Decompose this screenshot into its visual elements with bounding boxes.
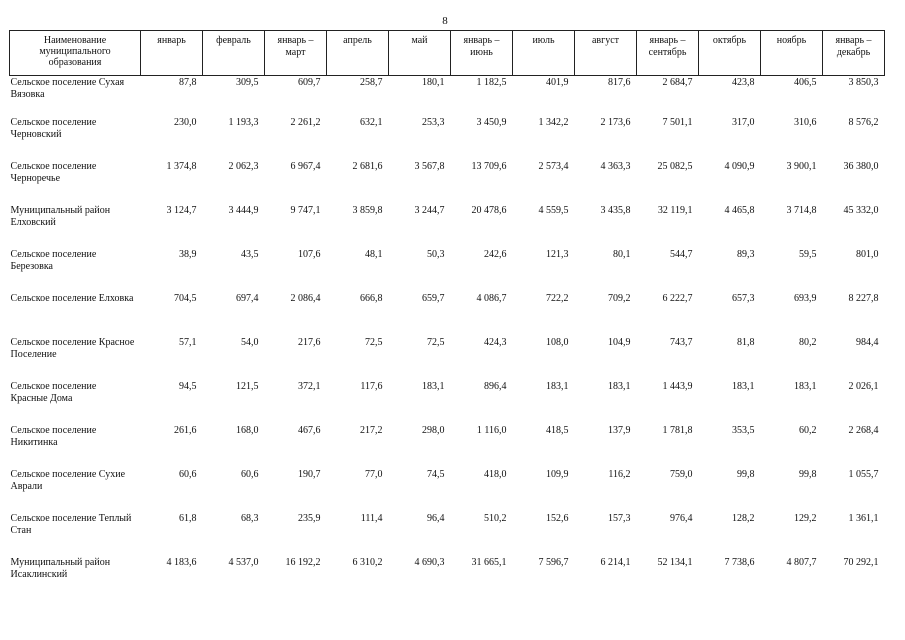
table-cell: 50,3	[427, 249, 445, 260]
table-cell: 3 714,8	[786, 205, 817, 216]
table-cell: 423,8	[732, 77, 755, 88]
table-cell: 116,2	[608, 469, 631, 480]
table-cell: 3 859,8	[352, 205, 383, 216]
table-cell: 704,5	[174, 293, 197, 304]
table-body	[10, 76, 885, 598]
column-header: июль	[513, 31, 575, 76]
table-cell: 1 361,1	[848, 513, 879, 524]
column-header: ноябрь	[761, 31, 823, 76]
municipality-name: Сельское поселение Березовка	[10, 249, 97, 272]
table-row	[10, 76, 885, 114]
table-cell: 310,6	[794, 117, 817, 128]
table-cell: 183,1	[732, 381, 755, 392]
table-cell: 666,8	[360, 293, 383, 304]
municipality-name: Сельское поселение Сухая Вязовка	[10, 77, 125, 100]
table-cell: 99,8	[737, 469, 755, 480]
table-cell: 632,1	[360, 117, 383, 128]
table-cell: 401,9	[546, 77, 569, 88]
column-header: январь – декабрь	[823, 31, 885, 76]
table-cell: 4 090,9	[724, 161, 755, 172]
table-cell: 137,9	[608, 425, 631, 436]
table-cell: 3 124,7	[166, 205, 197, 216]
table-cell: 94,5	[179, 381, 197, 392]
table-cell: 107,6	[298, 249, 321, 260]
table-cell: 317,0	[732, 117, 755, 128]
table-cell: 659,7	[422, 293, 445, 304]
table-cell: 4 559,5	[538, 205, 569, 216]
municipality-name: Сельское поселение Черноречье	[10, 161, 97, 184]
table-cell: 60,6	[241, 469, 259, 480]
table-cell: 1 055,7	[848, 469, 879, 480]
table-cell: 183,1	[546, 381, 569, 392]
table-cell: 121,5	[236, 381, 259, 392]
municipality-name: Сельское поселение Сухие Аврали	[10, 469, 126, 492]
table-cell: 424,3	[484, 337, 507, 348]
table-cell: 38,9	[179, 249, 197, 260]
table-cell: 6 214,1	[600, 557, 631, 568]
table-cell: 693,9	[794, 293, 817, 304]
table-cell: 121,3	[546, 249, 569, 260]
table-cell: 4 363,3	[600, 161, 631, 172]
table-cell: 2 062,3	[228, 161, 259, 172]
table-cell: 1 193,3	[228, 117, 259, 128]
table-cell: 3 450,9	[476, 117, 507, 128]
table-cell: 510,2	[484, 513, 507, 524]
header-row	[10, 31, 885, 76]
table-cell: 7 738,6	[724, 557, 755, 568]
table-row	[10, 201, 885, 245]
table-cell: 104,9	[608, 337, 631, 348]
table-cell: 48,1	[365, 249, 383, 260]
table-cell: 4 465,8	[724, 205, 755, 216]
column-header: январь – март	[265, 31, 327, 76]
column-header: январь – июнь	[451, 31, 513, 76]
table-cell: 8 227,8	[848, 293, 879, 304]
table-cell: 180,1	[422, 77, 445, 88]
table-cell: 74,5	[427, 469, 445, 480]
table-cell: 13 709,6	[471, 161, 507, 172]
table-cell: 8 576,2	[848, 117, 879, 128]
table-cell: 70 292,1	[843, 557, 879, 568]
table-cell: 4 690,3	[414, 557, 445, 568]
table-cell: 61,8	[179, 513, 197, 524]
table-cell: 183,1	[608, 381, 631, 392]
table-cell: 2 261,2	[290, 117, 321, 128]
table-cell: 217,6	[298, 337, 321, 348]
table-cell: 406,5	[794, 77, 817, 88]
table-cell: 109,9	[546, 469, 569, 480]
table-cell: 25 082,5	[657, 161, 693, 172]
municipality-name: Сельское поселение Никитинка	[10, 425, 97, 448]
table-cell: 984,4	[856, 337, 879, 348]
table-cell: 9 747,1	[290, 205, 321, 216]
table-row	[10, 157, 885, 201]
column-header: октябрь	[699, 31, 761, 76]
table-cell: 3 435,8	[600, 205, 631, 216]
table-row	[10, 421, 885, 465]
table-cell: 72,5	[427, 337, 445, 348]
table-cell: 80,1	[613, 249, 631, 260]
table-cell: 7 501,1	[662, 117, 693, 128]
table-cell: 183,1	[422, 381, 445, 392]
table-cell: 128,2	[732, 513, 755, 524]
table-cell: 242,6	[484, 249, 507, 260]
table-cell: 152,6	[546, 513, 569, 524]
table-cell: 4 183,6	[166, 557, 197, 568]
table-row	[10, 113, 885, 157]
table-cell: 1 116,0	[476, 425, 507, 436]
column-header: май	[389, 31, 451, 76]
table-cell: 7 596,7	[538, 557, 569, 568]
table-cell: 261,6	[174, 425, 197, 436]
table-cell: 230,0	[174, 117, 197, 128]
table-cell: 976,4	[670, 513, 693, 524]
table-row	[10, 465, 885, 509]
table-cell: 36 380,0	[843, 161, 879, 172]
table-cell: 2 268,4	[848, 425, 879, 436]
table-cell: 657,3	[732, 293, 755, 304]
table-cell: 108,0	[546, 337, 569, 348]
page-number: 8	[442, 15, 448, 27]
table-cell: 418,0	[484, 469, 507, 480]
table-cell: 99,8	[799, 469, 817, 480]
table-cell: 235,9	[298, 513, 321, 524]
column-header: август	[575, 31, 637, 76]
table-cell: 52 134,1	[657, 557, 693, 568]
table-cell: 57,1	[179, 337, 197, 348]
table-cell: 2 026,1	[848, 381, 879, 392]
table-cell: 80,2	[799, 337, 817, 348]
table-cell: 190,7	[298, 469, 321, 480]
table-cell: 722,2	[546, 293, 569, 304]
table-cell: 759,0	[670, 469, 693, 480]
table-cell: 89,3	[737, 249, 755, 260]
table-cell: 54,0	[241, 337, 259, 348]
table-row	[10, 553, 885, 597]
table-cell: 2 573,4	[538, 161, 569, 172]
column-header: апрель	[327, 31, 389, 76]
table-cell: 2 086,4	[290, 293, 321, 304]
municipality-name: Сельское поселение Красное Поселение	[10, 337, 135, 360]
table-cell: 801,0	[856, 249, 879, 260]
table-cell: 20 478,6	[471, 205, 507, 216]
table-cell: 709,2	[608, 293, 631, 304]
column-header: январь	[141, 31, 203, 76]
table-cell: 1 342,2	[538, 117, 569, 128]
table-cell: 32 119,1	[657, 205, 693, 216]
table-cell: 59,5	[799, 249, 817, 260]
table-cell: 4 086,7	[476, 293, 507, 304]
table-cell: 60,6	[179, 469, 197, 480]
table-cell: 1 374,8	[166, 161, 197, 172]
table-cell: 6 967,4	[290, 161, 321, 172]
table-row	[10, 245, 885, 289]
table-cell: 896,4	[484, 381, 507, 392]
municipality-name: Сельское поселение Черновский	[10, 117, 97, 140]
table-cell: 3 244,7	[414, 205, 445, 216]
table-cell: 111,4	[360, 513, 383, 524]
table-cell: 157,3	[608, 513, 631, 524]
table-cell: 609,7	[298, 77, 321, 88]
column-header: февраль	[203, 31, 265, 76]
table-cell: 3 850,3	[848, 77, 879, 88]
table-cell: 4 537,0	[228, 557, 259, 568]
table-cell: 168,0	[236, 425, 259, 436]
table-cell: 298,0	[422, 425, 445, 436]
table-cell: 1 182,5	[476, 77, 507, 88]
table-cell: 117,6	[360, 381, 383, 392]
table-cell: 697,4	[236, 293, 259, 304]
column-header: январь – сентябрь	[637, 31, 699, 76]
table-row	[10, 377, 885, 421]
table-cell: 45 332,0	[843, 205, 879, 216]
table-row	[10, 289, 885, 333]
table-cell: 77,0	[365, 469, 383, 480]
table-cell: 87,8	[179, 77, 197, 88]
column-header-name: Наименование муниципального образования	[10, 31, 141, 76]
table-cell: 217,2	[360, 425, 383, 436]
table-cell: 309,5	[236, 77, 259, 88]
table-row	[10, 509, 885, 553]
table-cell: 2 684,7	[662, 77, 693, 88]
table-cell: 6 310,2	[352, 557, 383, 568]
table-cell: 258,7	[360, 77, 383, 88]
table-cell: 3 444,9	[228, 205, 259, 216]
table-cell: 1 443,9	[662, 381, 693, 392]
table-cell: 68,3	[241, 513, 259, 524]
municipality-name: Сельское поселение Теплый Стан	[10, 513, 132, 536]
table-cell: 544,7	[670, 249, 693, 260]
table-cell: 1 781,8	[662, 425, 693, 436]
municipality-name: Сельское поселение Красные Дома	[10, 381, 97, 404]
table-cell: 2 173,6	[600, 117, 631, 128]
data-table	[9, 30, 885, 597]
table-cell: 16 192,2	[285, 557, 321, 568]
table-cell: 3 567,8	[414, 161, 445, 172]
table-row	[10, 333, 885, 377]
table-cell: 129,2	[794, 513, 817, 524]
table-cell: 2 681,6	[352, 161, 383, 172]
table-cell: 4 807,7	[786, 557, 817, 568]
municipality-name: Муниципальный район Елховский	[10, 205, 111, 228]
table-cell: 6 222,7	[662, 293, 693, 304]
table-cell: 418,5	[546, 425, 569, 436]
table-cell: 253,3	[422, 117, 445, 128]
municipality-name: Муниципальный район Исаклинский	[10, 557, 111, 580]
table-cell: 467,6	[298, 425, 321, 436]
table-cell: 183,1	[794, 381, 817, 392]
table-cell: 353,5	[732, 425, 755, 436]
table-cell: 3 900,1	[786, 161, 817, 172]
table-cell: 60,2	[799, 425, 817, 436]
table-cell: 372,1	[298, 381, 321, 392]
table-cell: 72,5	[365, 337, 383, 348]
municipality-name: Сельское поселение Елховка	[10, 293, 134, 304]
table-cell: 81,8	[737, 337, 755, 348]
table-cell: 43,5	[241, 249, 259, 260]
table-cell: 743,7	[670, 337, 693, 348]
table-cell: 31 665,1	[471, 557, 507, 568]
table-cell: 817,6	[608, 77, 631, 88]
table-cell: 96,4	[427, 513, 445, 524]
